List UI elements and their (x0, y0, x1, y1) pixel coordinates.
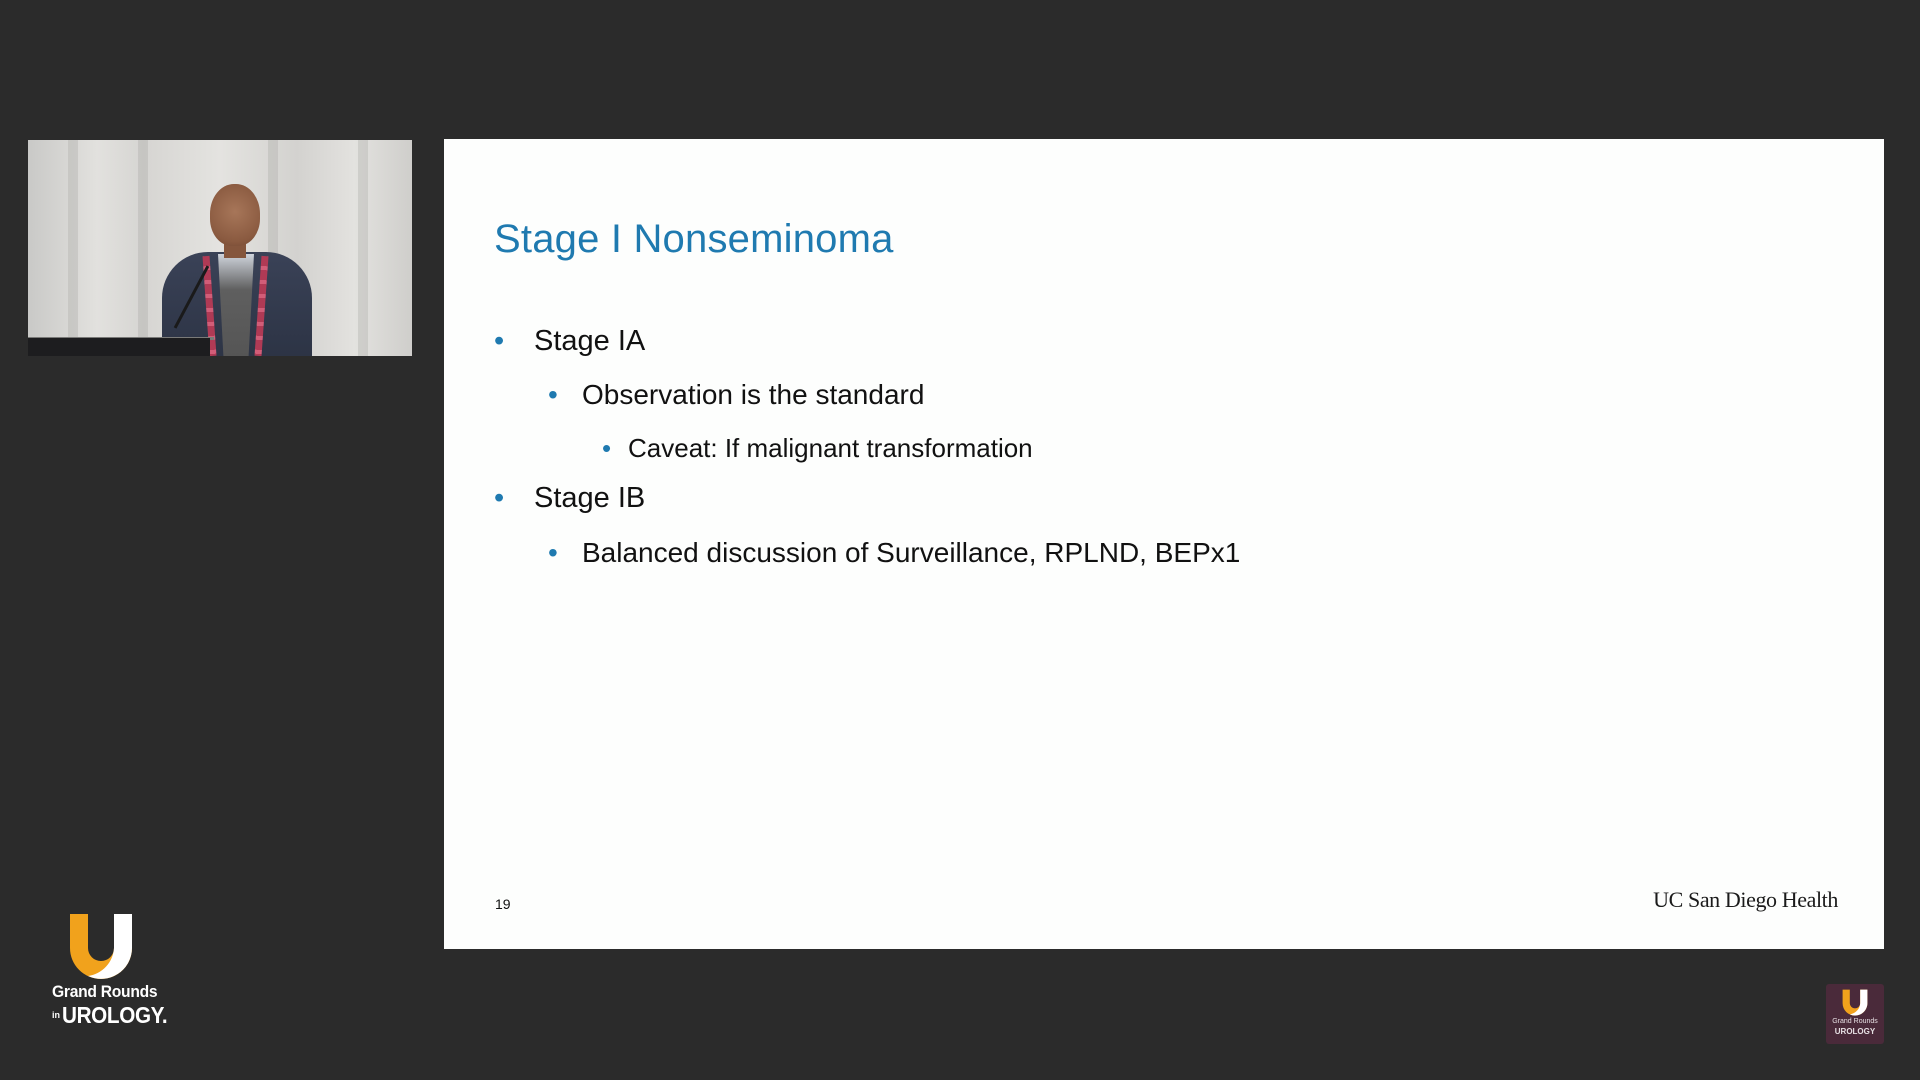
bullet-text: Caveat: If malignant transformation (628, 433, 1033, 463)
bullet-dot-icon: • (602, 433, 612, 463)
podium (28, 338, 210, 356)
curtain-fold (138, 140, 148, 356)
u-logo-icon (66, 910, 136, 980)
bullet-text: Balanced discussion of Surveillance, RPLND, BEPx1 (582, 537, 1241, 568)
bullet-text: Stage IB (534, 482, 646, 514)
curtain-fold (358, 140, 368, 356)
bullet-dot-icon: • (548, 379, 558, 410)
logo-text-in: in (52, 1010, 60, 1020)
slide-title: Stage I Nonseminoma (494, 217, 894, 261)
presentation-slide (444, 139, 1884, 949)
bullet-text: Observation is the standard (582, 379, 925, 410)
speaker-figure (158, 184, 328, 356)
bullet-dot-icon: • (494, 482, 505, 514)
watermark-text-line1: Grand Rounds (1832, 1018, 1878, 1025)
u-logo-icon (1841, 988, 1869, 1016)
institution-logo: UC San Diego Health (1653, 887, 1838, 912)
bullet-dot-icon: • (548, 537, 558, 568)
curtain-fold (68, 140, 78, 356)
logo-text-line2: UROLOGY. (62, 1002, 168, 1028)
bullet-dot-icon: • (494, 325, 505, 357)
speaker-shirt (218, 254, 254, 356)
watermark-text-line2: UROLOGY (1834, 1027, 1876, 1036)
logo-text-line1: Grand Rounds (52, 982, 158, 1001)
speaker-head (210, 184, 260, 246)
speaker-video (28, 140, 412, 356)
slide-page-number: 19 (495, 896, 511, 912)
watermark-logo (1826, 984, 1884, 1044)
grand-rounds-logo (48, 906, 168, 1036)
bullet-text: Stage IA (534, 325, 646, 357)
